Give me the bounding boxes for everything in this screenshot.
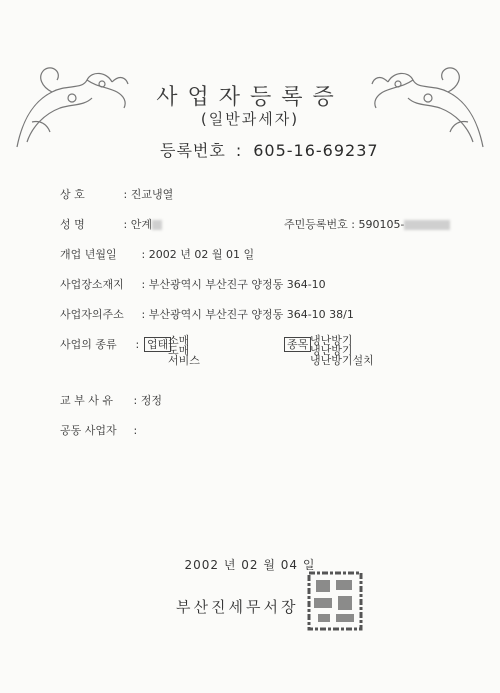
issuing-office: 부산진세무서장 bbox=[176, 598, 299, 616]
opening-date-row bbox=[60, 246, 254, 262]
trade-name-row bbox=[60, 186, 173, 202]
registration-colon: : bbox=[235, 141, 242, 160]
owner-address-sep: : bbox=[141, 308, 146, 321]
resident-number-value: 590105- bbox=[358, 218, 405, 231]
resident-number-label: 주민등록번호 bbox=[284, 218, 348, 231]
business-item-list bbox=[310, 336, 374, 366]
business-address-label: 사업장소재지 bbox=[60, 278, 124, 291]
business-type-sep: : bbox=[135, 338, 140, 351]
representative-value: 안계 bbox=[130, 218, 152, 231]
business-address-value: 부산광역시 부산진구 양정동 364-10 bbox=[148, 278, 326, 291]
business-category-list bbox=[168, 336, 200, 366]
issue-date: 2002 년 02 월 04 일 bbox=[184, 558, 316, 572]
resident-number-row bbox=[284, 216, 450, 232]
trade-name-value: 진교냉열 bbox=[130, 188, 174, 201]
representative-row bbox=[60, 216, 162, 232]
registration-number bbox=[160, 138, 379, 161]
owner-address-row bbox=[60, 306, 354, 322]
opening-date-label: 개업 년월일 bbox=[60, 248, 117, 261]
co-owner-row bbox=[60, 422, 137, 438]
redaction-mark bbox=[152, 220, 162, 230]
business-category-label: 업태 bbox=[144, 337, 171, 352]
business-type-row bbox=[60, 336, 139, 352]
resident-number-sep: : bbox=[351, 218, 355, 231]
business-type-label: 사업의 종류 bbox=[60, 338, 117, 351]
issue-reason-row bbox=[60, 392, 162, 408]
opening-date-sep: : bbox=[141, 248, 146, 261]
official-seal-icon bbox=[306, 570, 364, 632]
trade-name-sep: : bbox=[123, 188, 128, 201]
issue-reason-label: 교 부 사 유 bbox=[60, 394, 113, 407]
co-owner-label: 공동 사업자 bbox=[60, 424, 117, 437]
issue-reason-value: 정정 bbox=[140, 394, 162, 407]
trade-name-label: 상 호 bbox=[60, 188, 85, 201]
owner-address-value: 부산광역시 부산진구 양정동 364-10 38/1 bbox=[148, 308, 354, 321]
owner-address-label: 사업자의주소 bbox=[60, 308, 124, 321]
representative-label: 성 명 bbox=[60, 218, 85, 231]
business-item-box bbox=[284, 336, 311, 352]
representative-sep: : bbox=[123, 218, 128, 231]
item-entry: 냉난방기 bbox=[310, 334, 353, 347]
business-address-row bbox=[60, 276, 326, 292]
issue-reason-sep: : bbox=[133, 394, 138, 407]
item-entry: 냉난방기 bbox=[310, 344, 353, 357]
category-item: 소매 bbox=[168, 334, 190, 347]
document-subtitle: (일반과세자) bbox=[200, 110, 300, 128]
business-address-sep: : bbox=[141, 278, 146, 291]
business-item-label: 종목 bbox=[284, 337, 311, 352]
registration-value: 605-16-69237 bbox=[253, 141, 379, 160]
co-owner-sep: : bbox=[133, 424, 138, 437]
registration-label: 등록번호 bbox=[160, 141, 226, 160]
opening-date-value: 2002 년 02 월 01 일 bbox=[148, 248, 255, 261]
document-title: 사업자등록증 bbox=[156, 85, 344, 110]
category-item: 도매 bbox=[168, 344, 190, 357]
redaction-mark bbox=[404, 220, 450, 230]
category-item: 서비스 bbox=[168, 354, 200, 367]
item-entry: 냉난방기설치 bbox=[310, 354, 374, 367]
